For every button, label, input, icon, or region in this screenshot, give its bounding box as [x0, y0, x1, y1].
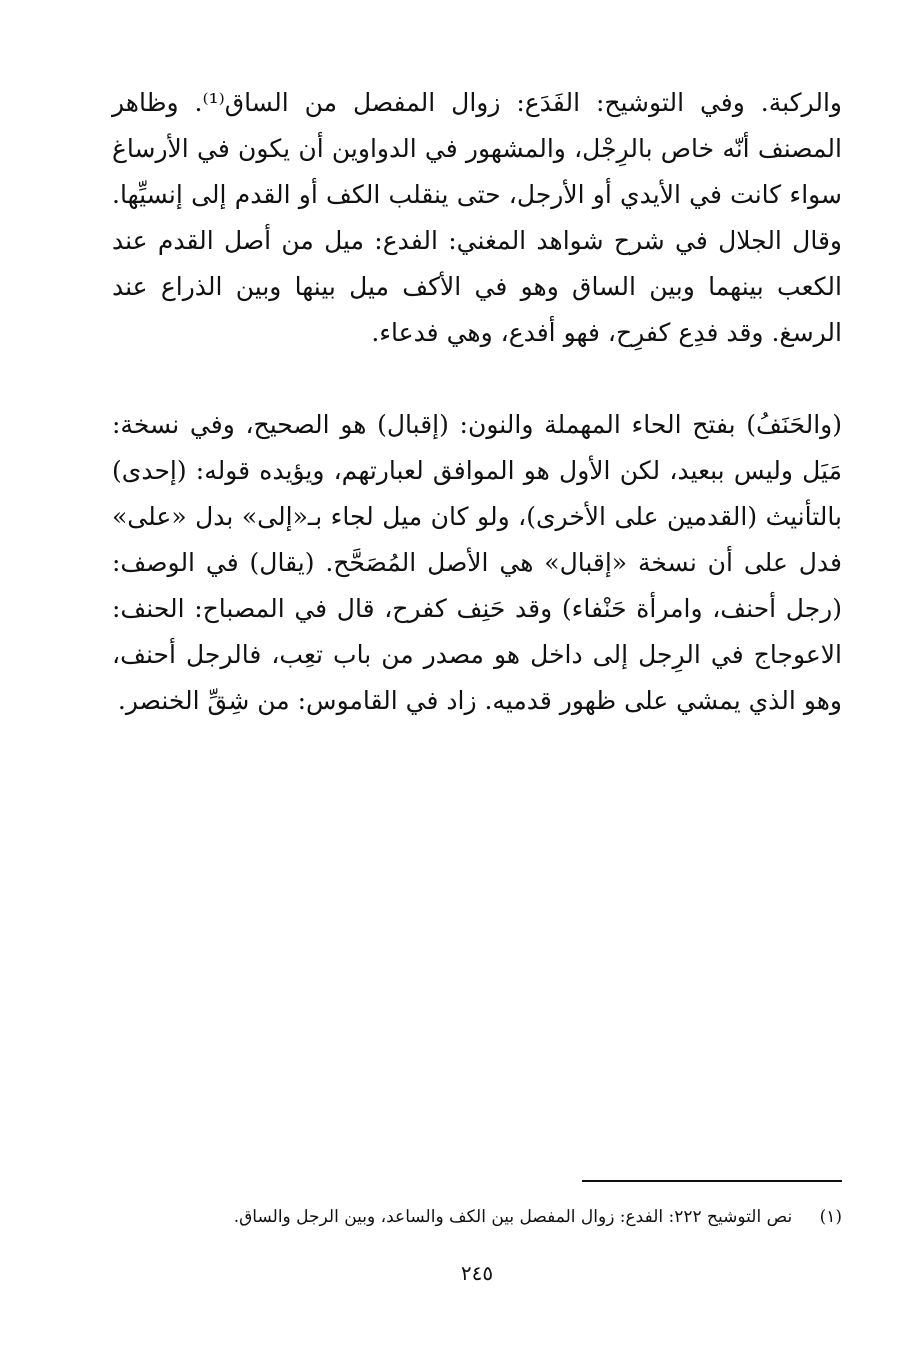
- page-number: ٢٤٥: [460, 1261, 494, 1285]
- paragraph-fadaa: والركبة. وفي التوشيح: الفَدَع: زوال المفصل من الساق⁽¹⁾. وظاهر المصنف أنّه خاص بالرِجْل، والمشهور في الدواوين أن يكون في الأرساغ سواء كانت في الأيدي أو الأرجل، حتى ينقلب الكف أو القدم إلى إنسيِّها. وقال الجلال في شرح شواهد المغني: الفدع: ميل من أصل القدم عند الكعب بينهما وبين الساق وهو في الأكف ميل بينها وبين الذراع عند الرسغ. وقد فدِع كفرِح، فهو أفدع، وهي فدعاء.: [112, 88, 842, 347]
- footnote-text: نص التوشيح ٢٢٢: الفدع: زوال المفصل بين الكف والساعد، وبين الرجل والساق.: [233, 1207, 793, 1227]
- footnote-number: (١): [819, 1207, 842, 1227]
- footnote: [112, 1202, 842, 1232]
- book-page: [112, 80, 842, 1285]
- paragraph-hanaf: (والحَنَفُ) بفتح الحاء المهملة والنون: (إقبال) هو الصحيح، وفي نسخة: مَيَل وليس ببعيد، لكن الأول هو الموافق لعبارتهم، ويؤيده قوله: (إحدى) بالتأنيث (القدمين على الأخرى)، ولو كان ميل لجاء بـ«إلى» بدل «على» فدل على أن نسخة «إقبال» هي الأصل المُصَحَّح. (يقال) في الوصف: (رجل أحنف، وامرأة حَنْفاء) وقد حَنِف كفرح، قال في المصباح: الحنف: الاعوجاج في الرِجل إلى داخل هو مصدر من باب تعِب، فالرجل أحنف، وهو الذي يمشي على ظهور قدميه. زاد في القاموس: من شِقِّ الخنصر.: [112, 410, 842, 715]
- footnote-divider: [582, 1180, 842, 1182]
